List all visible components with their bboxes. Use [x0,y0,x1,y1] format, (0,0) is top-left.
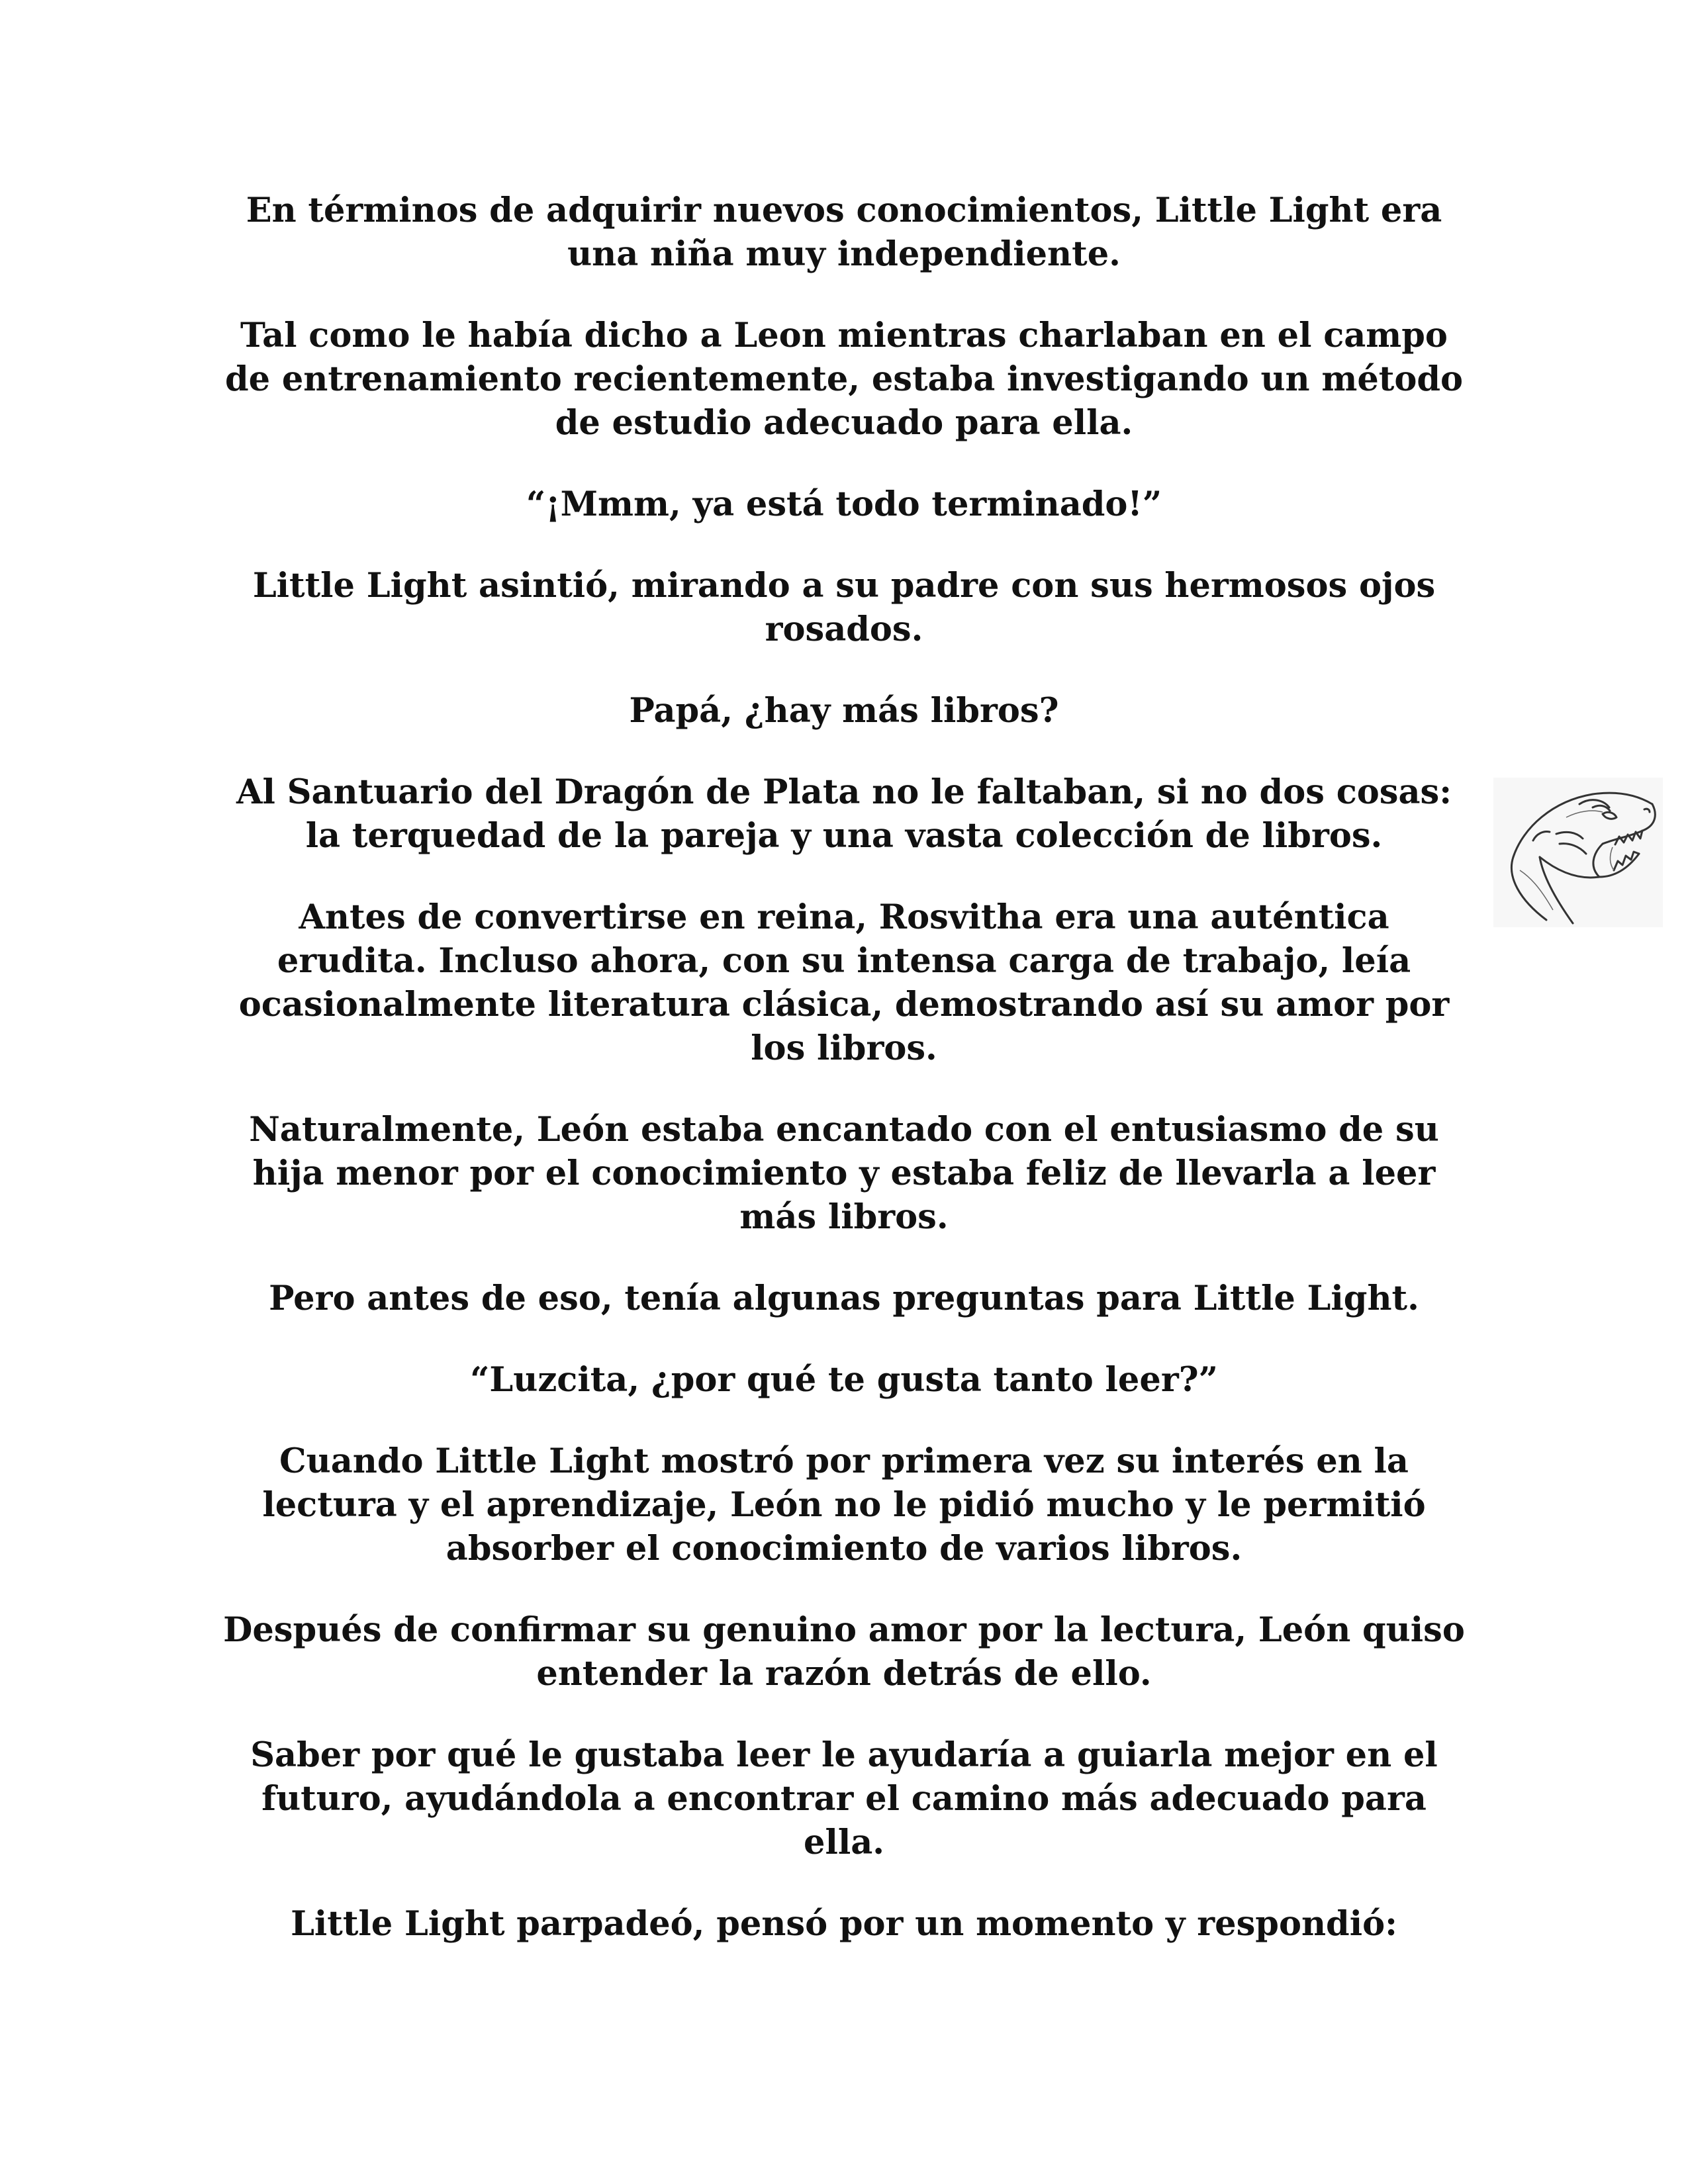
paragraph-9: Pero antes de eso, tenía algunas preguntas para Little Light. [269,1279,1419,1318]
paragraph-10: “Luzcita, ¿por qué te gusta tanto leer?” [470,1360,1218,1400]
document-body [218,189,1470,1983]
paragraph-13: Saber por qué le gustaba leer le ayudaría a guiarla mejor en el futuro, ayudándola a encontrar el camino más adecuado para ella. [250,1735,1438,1862]
paragraph-3: “¡Mmm, ya está todo terminado!” [526,484,1162,524]
paragraph-6: Al Santuario del Dragón de Plata no le faltaban, si no dos cosas: la terquedad de la pareja y una vasta colección de libros. [236,772,1452,856]
paragraph-4: Little Light asintió, mirando a su padre con sus hermosos ojos rosados. [252,566,1436,649]
paragraph-14: Little Light parpadeó, pensó por un momento y respondió: [291,1904,1397,1944]
paragraph-12: Después de confirmar su genuino amor por la lectura, León quiso entender la razón detrás de ello. [223,1610,1465,1694]
paragraph-7: Antes de convertirse en reina, Rosvitha era una auténtica erudita. Incluso ahora, con su intensa carga de trabajo, leía ocasionalmente literatura clásica, demostrando así su amor por los libros. [238,897,1450,1068]
paragraph-5: Papá, ¿hay más libros? [629,691,1059,731]
paragraph-2: Tal como le había dicho a Leon mientras charlaban en el campo de entrenamiento recientemente, estaba investigando un método de estudio adecuado para ella. [224,316,1464,443]
dinosaur-head-sketch-icon [1493,778,1663,927]
paragraph-11: Cuando Little Light mostró por primera vez su interés en la lectura y el aprendizaje, León no le pidió mucho y le permitió absorber el conocimiento de varios libros. [262,1441,1426,1569]
paragraph-1: En términos de adquirir nuevos conocimientos, Little Light era una niña muy independiente. [246,191,1442,274]
paragraph-8: Naturalmente, León estaba encantado con el entusiasmo de su hija menor por el conocimiento y estaba feliz de llevarla a leer más libros. [249,1110,1439,1237]
